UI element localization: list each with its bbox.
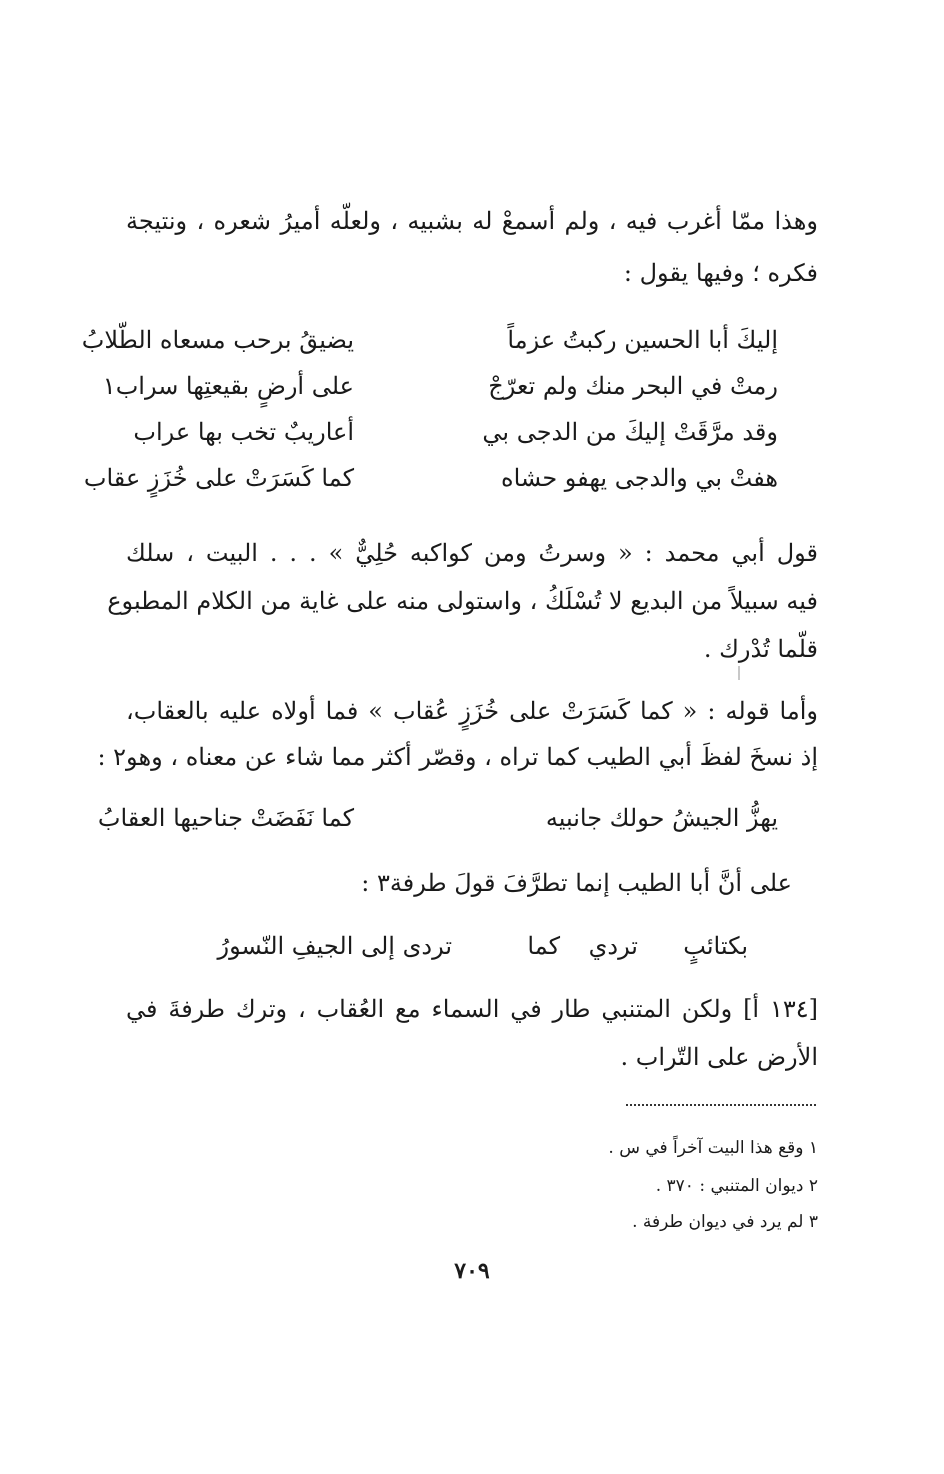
verse-tarafa-word-4: تردى إلى الجيفِ النّسورُ	[217, 932, 452, 960]
verse-4-second-hemistich: كما كَسَرَتْ على خُزَزٍ عقاب	[83, 464, 354, 492]
page-number: ٧٠٩	[454, 1258, 490, 1284]
verse-mutanabbi-first-hemistich: يهزُّ الجيشُ حولك جانبيه	[545, 804, 778, 832]
verse-1-first-hemistich: إليكَ أبا الحسين ركبتُ عزماً	[507, 326, 778, 354]
para2-line-2: فيه سبيلاً من البديع لا تُسْلَكُ ، واستولى منه على غاية من الكلام المطبوع	[107, 587, 818, 615]
para4-line: على أنَّ أبا الطيب إنما تطرَّفَ قولَ طرفة٣ :	[361, 869, 792, 897]
footnote-separator	[626, 1104, 816, 1106]
verse-4-first-hemistich: هفتْ بي والدجى يهفو حشاه	[501, 464, 778, 492]
verse-mutanabbi	[97, 804, 818, 838]
para5-line-1: [١٣٤ أ] ولكن المتنبي طار في السماء مع العُقاب ، وترك طرفةَ في	[126, 995, 818, 1023]
verse-tarafa	[126, 932, 818, 966]
verse-1-second-hemistich: يضيقُ برحب مسعاه الطّلابُ	[81, 326, 354, 354]
intro-line-2: فكره ؛ وفيها يقول :	[623, 259, 818, 287]
scan-speck	[738, 666, 740, 680]
verse-tarafa-word-2: تردي	[588, 932, 638, 960]
verse-tarafa-word-3: كما	[527, 932, 560, 960]
footnote-3: ٣ لم يرد في ديوان طرفة .	[632, 1212, 818, 1232]
para5-line-2: الأرض على التّراب .	[620, 1043, 818, 1071]
verse-3-second-hemistich: أعاريبٌ تخب بها عراب	[133, 418, 354, 446]
verse-tarafa-word-1: بكتائبٍ	[683, 932, 748, 960]
intro-line-1: وهذا ممّا أغرب فيه ، ولم أسمعْ له بشبيه ، ولعلّه أميرُ شعره ، ونتيجة	[126, 207, 818, 235]
para2-line-3: قلّما تُدْرك .	[703, 635, 818, 663]
verse-3	[126, 418, 818, 452]
verse-3-first-hemistich: وقد مرَّقَتْ إليكَ من الدجى بي	[482, 418, 778, 446]
para2-line-1: قول أبي محمد : « وسرتُ ومن كواكبه حُلِيٌّ » . . . البيت ، سلك	[126, 539, 819, 567]
verse-mutanabbi-second-hemistich: كما نَفَضَتْ جناحيها العقابُ	[97, 804, 354, 832]
footnote-1: ١ وقع هذا البيت آخراً في س .	[608, 1138, 818, 1158]
verse-2-second-hemistich: على أرضٍ بقيعتِها سراب١	[102, 372, 354, 400]
footnote-2: ٢ ديوان المتنبي : ٣٧٠ .	[655, 1176, 818, 1196]
para3-line-1: وأما قوله : « كما كَسَرَتْ على خُزَزٍ عُقاب » فما أولاه عليه بالعقاب،	[126, 697, 818, 725]
verse-4	[83, 464, 818, 498]
verse-2	[102, 372, 818, 406]
para3-line-2: إذ نسخَ لفظَ أبي الطيب كما تراه ، وقصّر أكثر مما شاء عن معناه ، وهو٢ :	[97, 743, 818, 771]
verse-2-first-hemistich: رمتْ في البحر منك ولم تعرّجْ	[488, 372, 778, 400]
verse-1	[81, 326, 818, 360]
